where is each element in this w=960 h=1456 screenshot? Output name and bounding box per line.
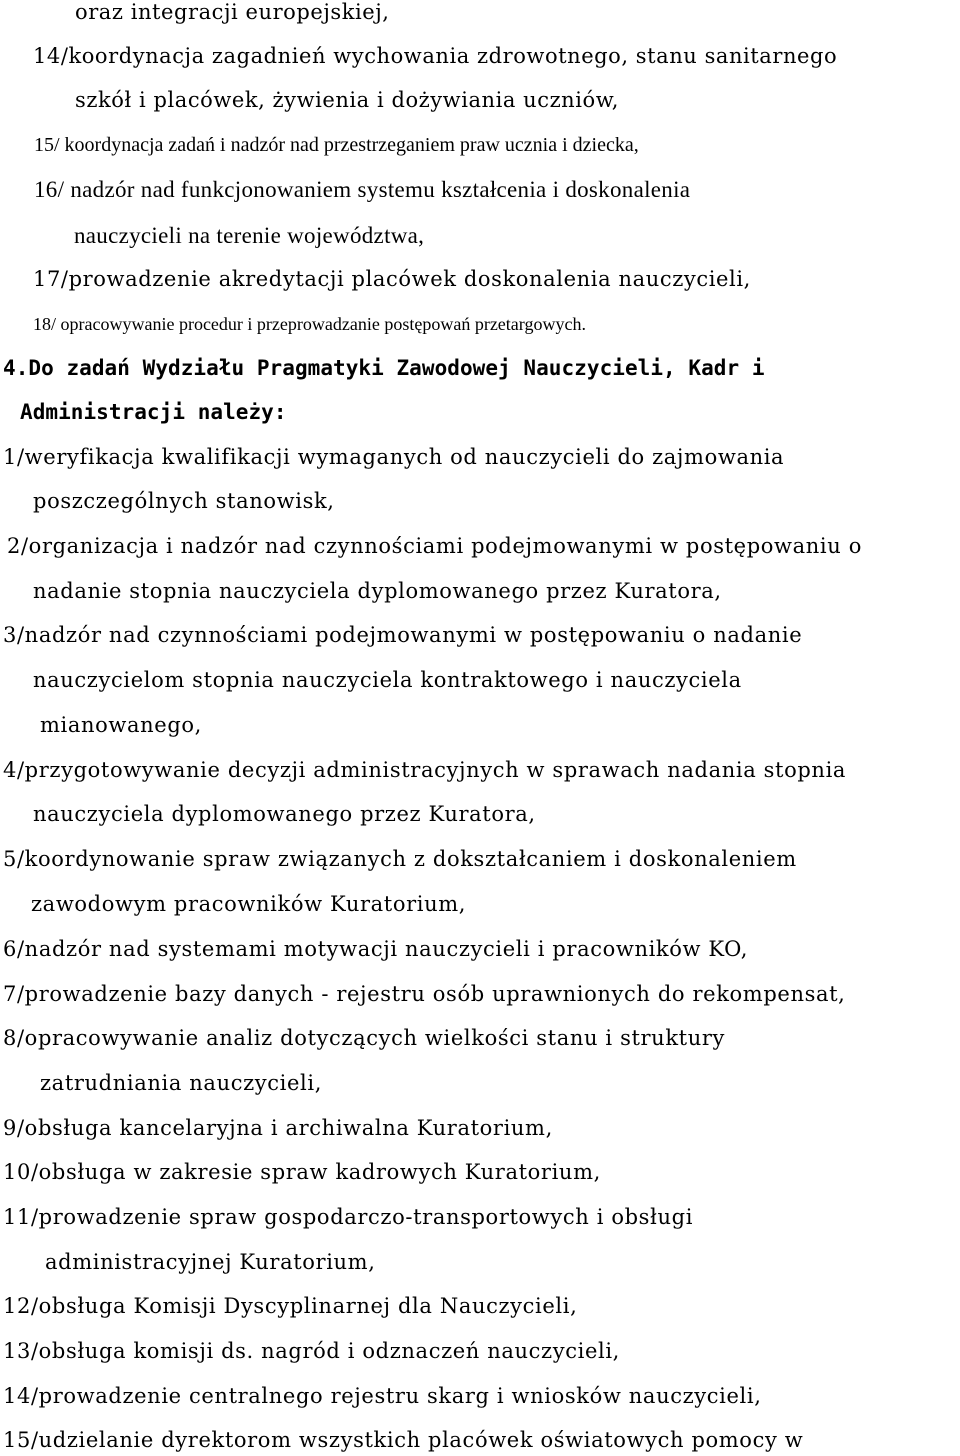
text-line: 18/ opracowywanie procedur i przeprowadzanie postępowań przetargowych.	[33, 314, 586, 334]
text-line: oraz integracji europejskiej,	[75, 0, 390, 24]
section-heading: Administracji należy:	[20, 400, 287, 424]
text-line: 11/prowadzenie spraw gospodarczo-transportowych i obsługi	[3, 1205, 694, 1229]
text-line: 12/obsługa Komisji Dyscyplinarnej dla Nauczycieli,	[3, 1294, 578, 1318]
text-line: 13/obsługa komisji ds. nagród i odznaczeń nauczycieli,	[3, 1339, 620, 1363]
text-line: 14/koordynacja zagadnień wychowania zdrowotnego, stanu sanitarnego	[33, 44, 838, 68]
text-line: 8/opracowywanie analiz dotyczących wielkości stanu i struktury	[3, 1026, 726, 1050]
text-line: 5/koordynowanie spraw związanych z dokształcaniem i doskonaleniem	[3, 847, 797, 871]
text-line: nauczyciela dyplomowanego przez Kuratora,	[33, 802, 536, 826]
text-line: 7/prowadzenie bazy danych - rejestru osób uprawnionych do rekompensat,	[3, 982, 846, 1006]
text-line: nauczycieli na terenie województwa,	[74, 223, 425, 248]
text-line: 14/prowadzenie centralnego rejestru skarg i wniosków nauczycieli,	[3, 1384, 762, 1408]
text-line: zawodowym pracowników Kuratorium,	[31, 892, 467, 916]
text-line: 6/nadzór nad systemami motywacji nauczycieli i pracowników KO,	[3, 937, 749, 961]
text-line: zatrudniania nauczycieli,	[40, 1071, 322, 1095]
text-line: poszczególnych stanowisk,	[33, 489, 335, 513]
text-line: administracyjnej Kuratorium,	[45, 1250, 376, 1274]
text-line: nauczycielom stopnia nauczyciela kontraktowego i nauczyciela	[33, 668, 742, 692]
text-line: 4/przygotowywanie decyzji administracyjnych w sprawach nadania stopnia	[3, 758, 847, 782]
text-line: szkół i placówek, żywienia i dożywiania uczniów,	[75, 88, 619, 112]
text-line: 2/organizacja i nadzór nad czynnościami podejmowanymi w postępowaniu o	[7, 534, 862, 558]
text-line: 1/weryfikacja kwalifikacji wymaganych od nauczycieli do zajmowania	[3, 445, 785, 469]
text-line: 9/obsługa kancelaryjna i archiwalna Kuratorium,	[3, 1116, 553, 1140]
text-line: 3/nadzór nad czynnościami podejmowanymi w postępowaniu o nadanie	[3, 623, 803, 647]
text-line: 15/ koordynacja zadań i nadzór nad przestrzeganiem praw ucznia i dziecka,	[34, 134, 639, 156]
text-line: 16/ nadzór nad funkcjonowaniem systemu kształcenia i doskonalenia	[34, 177, 691, 202]
text-line: 15/udzielanie dyrektorom wszystkich placówek oświatowych pomocy w	[3, 1428, 804, 1452]
section-heading: 4.Do zadań Wydziału Pragmatyki Zawodowej Nauczycieli, Kadr i	[3, 356, 765, 380]
text-line: nadanie stopnia nauczyciela dyplomowanego przez Kuratora,	[33, 579, 722, 603]
text-line: 10/obsługa w zakresie spraw kadrowych Kuratorium,	[3, 1160, 601, 1184]
text-line: 17/prowadzenie akredytacji placówek doskonalenia nauczycieli,	[33, 267, 751, 291]
text-line: mianowanego,	[40, 713, 202, 737]
